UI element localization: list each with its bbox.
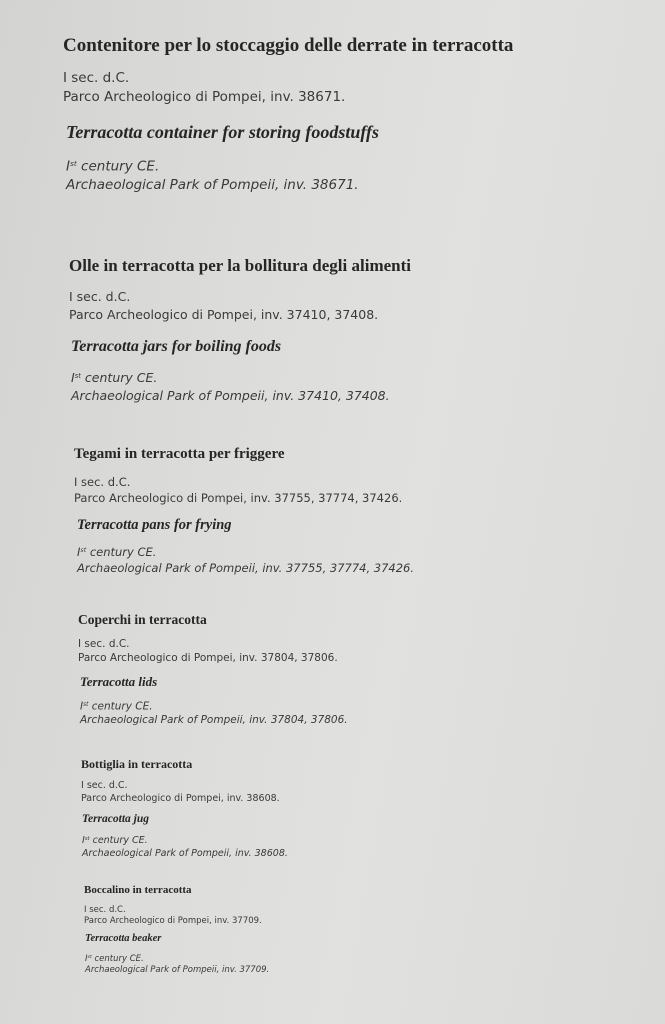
english-date: Ist century CE. bbox=[77, 544, 157, 559]
english-caption bbox=[71, 367, 411, 405]
italian-date: I sec. d.C. bbox=[63, 70, 130, 86]
italian-date: I sec. d.C. bbox=[81, 780, 128, 791]
italian-inventory: Parco Archeologico di Pompei, inv. 38671. bbox=[63, 89, 346, 105]
italian-inventory: Parco Archeologico di Pompei, inv. 37804, 37806. bbox=[78, 652, 338, 664]
english-title: Terracotta beaker bbox=[85, 933, 162, 944]
english-caption bbox=[85, 952, 269, 976]
italian-caption bbox=[69, 288, 411, 324]
italian-inventory: Parco Archeologico di Pompei, inv. 37709. bbox=[84, 916, 262, 926]
italian-date: I sec. d.C. bbox=[74, 475, 131, 489]
italian-inventory: Parco Archeologico di Pompei, inv. 37755, 37774, 37426. bbox=[74, 491, 403, 505]
italian-date: I sec. d.C. bbox=[69, 289, 131, 304]
label-entry bbox=[74, 444, 414, 576]
english-caption bbox=[77, 543, 414, 576]
english-caption bbox=[66, 154, 513, 195]
english-title: Terracotta lids bbox=[80, 674, 158, 689]
english-inventory: Archaeological Park of Pompeii, inv. 37709. bbox=[85, 964, 270, 975]
label-entry bbox=[63, 33, 513, 195]
label-entry bbox=[69, 254, 411, 405]
italian-caption bbox=[78, 637, 348, 665]
english-inventory: Archaeological Park of Pompeii, inv. 37804, 37806. bbox=[80, 714, 348, 727]
italian-title: Coperchi in terracotta bbox=[78, 612, 207, 627]
english-inventory: Archaeological Park of Pompeii, inv. 38608. bbox=[82, 847, 288, 859]
english-title: Terracotta jars for boiling foods bbox=[71, 338, 282, 355]
english-inventory: Archaeological Park of Pompeii, inv. 37410, 37408. bbox=[71, 388, 390, 404]
italian-inventory: Parco Archeologico di Pompei, inv. 37410, 37408. bbox=[69, 307, 379, 322]
english-title: Terracotta container for storing foodstuffs bbox=[66, 122, 380, 142]
english-inventory: Archaeological Park of Pompeii, inv. 38671. bbox=[66, 177, 359, 194]
english-date: Ist century CE. bbox=[80, 700, 153, 713]
italian-caption bbox=[81, 780, 288, 805]
english-caption bbox=[80, 698, 348, 727]
italian-date: I sec. d.C. bbox=[84, 905, 126, 915]
italian-title: Olle in terracotta per la bollitura degli alimenti bbox=[69, 256, 411, 275]
italian-caption bbox=[84, 905, 269, 927]
label-entry bbox=[81, 756, 288, 860]
english-title: Terracotta pans for frying bbox=[77, 517, 232, 533]
italian-caption bbox=[63, 69, 513, 107]
italian-title: Boccalino in terracotta bbox=[84, 884, 192, 896]
english-inventory: Archaeological Park of Pompeii, inv. 37755, 37774, 37426. bbox=[77, 560, 415, 575]
english-date: Ist century CE. bbox=[66, 158, 160, 175]
english-date: Ist century CE. bbox=[82, 835, 148, 847]
english-caption bbox=[82, 833, 288, 860]
italian-inventory: Parco Archeologico di Pompei, inv. 38608. bbox=[81, 792, 280, 804]
english-title: Terracotta jug bbox=[82, 813, 149, 825]
italian-caption bbox=[74, 474, 414, 506]
italian-date: I sec. d.C. bbox=[78, 638, 130, 650]
english-date: Ist century CE. bbox=[71, 370, 158, 386]
italian-title: Contenitore per lo stoccaggio delle derrate in terracotta bbox=[63, 35, 514, 56]
label-entry bbox=[78, 610, 348, 727]
english-date: Ist century CE. bbox=[85, 953, 144, 964]
label-entry bbox=[84, 883, 269, 976]
italian-title: Tegami in terracotta per friggere bbox=[74, 446, 285, 462]
italian-title: Bottiglia in terracotta bbox=[81, 757, 193, 771]
